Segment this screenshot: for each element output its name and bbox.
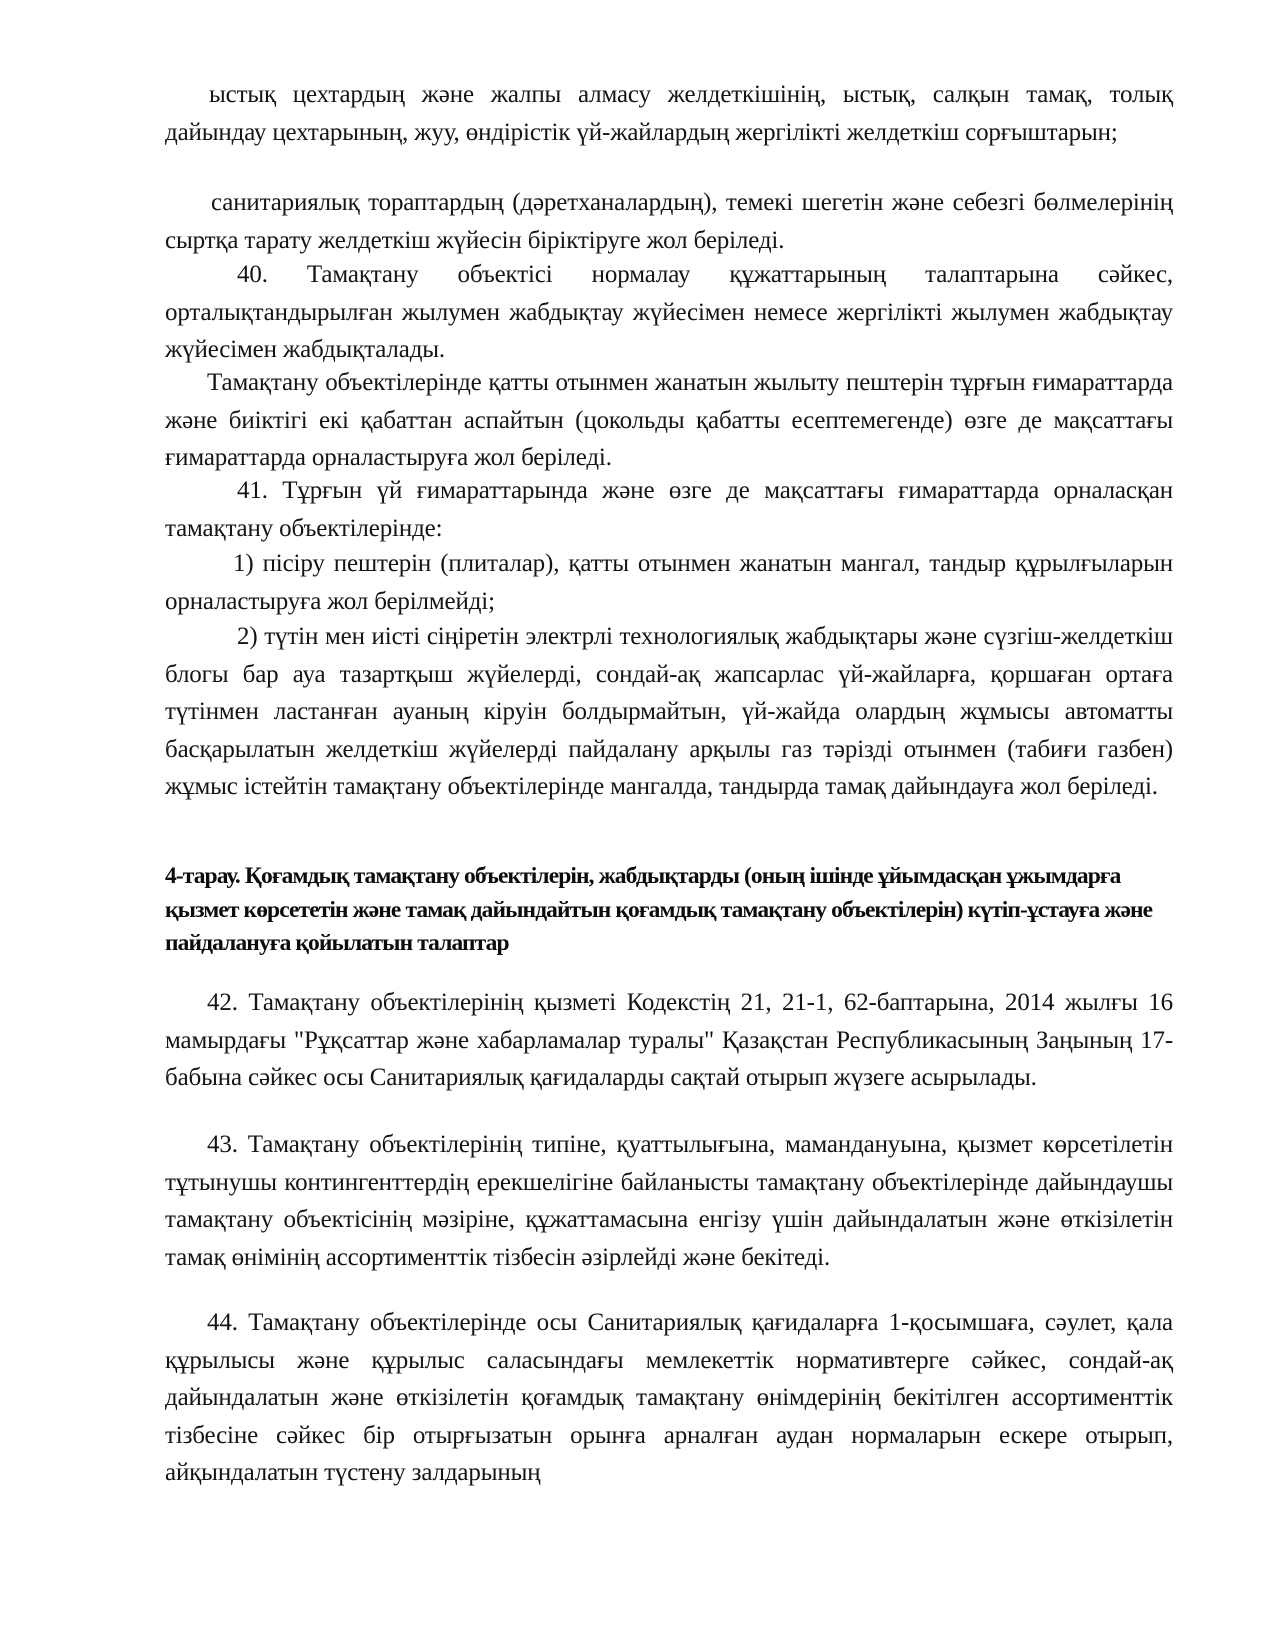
section-heading-chapter-4: 4-тарау. Қоғамдық тамақтану объектілерін, жабдықтарды (оның ішінде ұйымдасқан ұжымдарға қызмет көрсететін және тамақ дайындайтын қоғамдық тамақтану объектілерін) күтіп-ұстауға және пайдалануға қойылатын талаптар bbox=[165, 863, 1153, 956]
paragraph-heating-stoves: Тамақтану объектілерінде қатты отынмен жанатын жылыту пештерін тұрғын ғимараттарда және биіктігі екі қабаттан аспайтын (цокольды қабатты есептемегенде) өзге де мақсаттағы ғимараттарда орналастыруға жол беріледі. bbox=[165, 369, 1173, 472]
paragraph-42: 42. Тамақтану объектілерінің қызметі Кодекстің 21, 21-1, 62-баптарына, 2014 жылғы 16 мамырдағы "Рұқсаттар және хабарламалар туралы" Қазақстан Республикасының Заңының 17-бабына сәйкес осы Санитариялық қағидаларды сақтай отырып жүзеге асырылады. bbox=[165, 989, 1173, 1092]
paragraph-ventilation-local: ыстық цехтардың және жалпы алмасу желдеткішінің, ыстық, салқын тамақ, толық дайындау цехтарының, жуу, өндірістік үй-жайлардың жергілікті желдеткіш сорғыштарын; bbox=[165, 81, 1173, 146]
paragraph-41: 41. Тұрғын үй ғимараттарында және өзге де мақсаттағы ғимараттарда орналасқан тамақтану объектілерінде: bbox=[165, 477, 1173, 542]
paragraph-44: 44. Тамақтану объектілерінде осы Санитариялық қағидаларға 1-қосымшаға, сәулет, қала құрылысы және құрылыс саласындағы мемлекеттік нормативтерге сәйкес, сондай-ақ дайындалатын және өткізілетін қоғамдық тамақтану өнімдерінің бекітілген ассортименттік тізбесіне сәйкес бір отырғызатын орынға арналған аудан нормаларын ескере отырып, айқындалатын түстену залдарының bbox=[165, 1309, 1173, 1487]
paragraph-41-item-1: 1) пісіру пештерін (плиталар), қатты отынмен жанатын мангал, тандыр құрылғыларын орналастыруға жол берілмейді; bbox=[165, 550, 1173, 615]
paragraph-43: 43. Тамақтану объектілерінің типіне, қуаттылығына, мамандануына, қызмет көрсетілетін тұтынушы контингенттердің ерекшелігіне байланысты тамақтану объектілерінде дайындаушы тамақтану объектісінің мәзіріне, құжаттамасына енгізу үшін дайындалатын және өткізілетін тамақ өнімінің ассортименттік тізбесін әзірлейді және бекітеді. bbox=[165, 1131, 1173, 1271]
paragraph-ventilation-sanitary: санитариялық тораптардың (дәретханалардың), темекі шегетін және себезгі бөлмелерінің сыртқа тарату желдеткіш жүйесін біріктіруге жол беріледі. bbox=[165, 189, 1173, 254]
paragraph-40: 40. Тамақтану объектісі нормалау құжаттарының талаптарына сәйкес, орталықтандырылған жылумен жабдықтау жүйесімен немесе жергілікті жылумен жабдықтау жүйесімен жабдықталады. bbox=[165, 261, 1173, 364]
paragraph-41-item-2: 2) түтін мен иісті сіңіретін электрлі технологиялық жабдықтары және сүзгіш-желдеткіш блогы бар ауа тазартқыш жүйелерді, сондай-ақ жапсарлас үй-жайларға, қоршаған ортаға түтінмен ластанған ауаның кіруін болдырмайтын, үй-жайда олардың жұмысы автоматты басқарылатын желдеткіш жүйелерді пайдалану арқылы газ тәрізді отынмен (табиғи газбен) жұмыс істейтін тамақтану объектілерінде мангалда, тандырда тамақ дайындауға жол беріледі. bbox=[165, 623, 1173, 801]
